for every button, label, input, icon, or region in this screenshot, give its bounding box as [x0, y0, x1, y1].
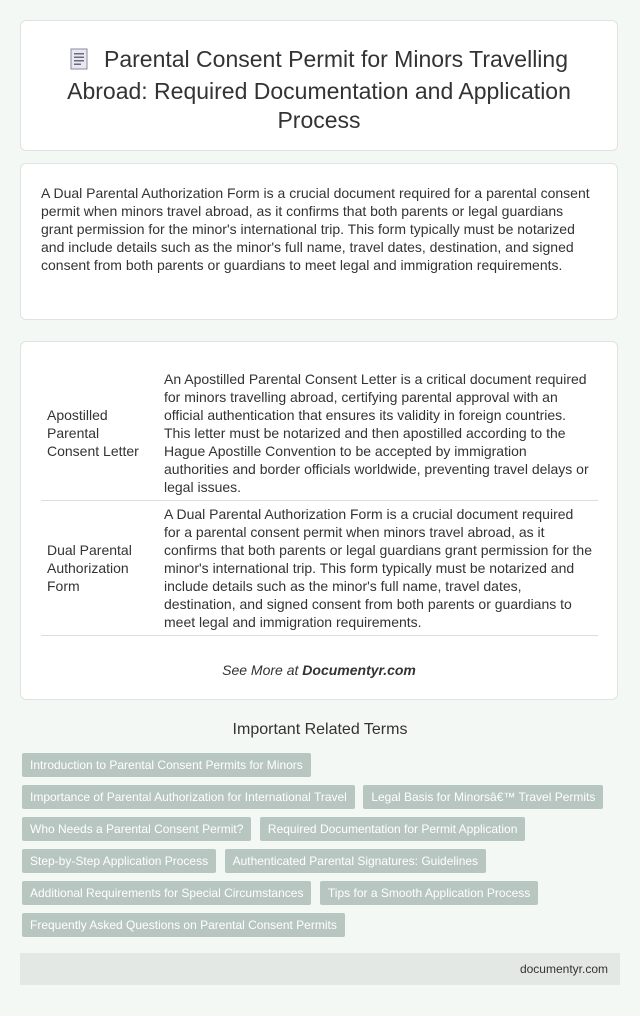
term-cell: Dual Parental Authorization Form — [41, 501, 158, 636]
title-card — [20, 20, 618, 151]
related-term-tag[interactable]: Introduction to Parental Consent Permits for Minors — [22, 753, 311, 777]
table-row — [41, 501, 598, 636]
description-cell: An Apostilled Parental Consent Letter is a critical document required for minors travelling abroad, certifying parental approval with an official authentication that ensures its validity in foreign countries. This letter must be notarized and then apostilled according to the Hague Apostille Convention to be accepted by immigration authorities and border officials worldwide, preventing travel delays or legal issues. — [158, 366, 598, 501]
definitions-card — [20, 341, 618, 700]
footer-site-link[interactable]: documentyr.com — [519, 962, 608, 976]
related-term-tag[interactable]: Required Documentation for Permit Application — [260, 817, 525, 841]
related-term-tag[interactable]: Who Needs a Parental Consent Permit? — [22, 817, 251, 841]
document-icon — [70, 48, 88, 77]
page-title — [51, 45, 587, 135]
related-term-tag[interactable]: Tips for a Smooth Application Process — [320, 881, 538, 905]
related-term-tag[interactable]: Authenticated Parental Signatures: Guidelines — [225, 849, 487, 873]
related-term-tag[interactable]: Importance of Parental Authorization for International Travel — [22, 785, 355, 809]
term-cell: Apostilled Parental Consent Letter — [41, 366, 158, 501]
intro-text: A Dual Parental Authorization Form is a crucial document required for a parental consent permit when minors travel abroad, as it confirms that both parents or legal guardians grant permission for the minor's international trip. This form typically must be notarized and include details such as the minor's full name, travel dates, destination, and signed consent from both parents or guardians to meet legal and immigration requirements. — [41, 185, 590, 273]
see-more-prefix: See More at — [222, 662, 299, 678]
related-terms-title: Important Related Terms — [232, 721, 408, 738]
related-term-tag[interactable]: Additional Requirements for Special Circumstances — [22, 881, 311, 905]
table-row — [41, 366, 598, 501]
see-more — [21, 662, 617, 678]
footer — [20, 953, 620, 985]
related-term-tag[interactable]: Legal Basis for Minorsâ€™ Travel Permits — [363, 785, 603, 809]
page-title-text: Parental Consent Permit for Minors Travelling Abroad: Required Documentation and Application Process — [67, 46, 571, 133]
related-terms-list — [22, 753, 622, 945]
related-term-tag[interactable]: Step-by-Step Application Process — [22, 849, 216, 873]
description-cell: A Dual Parental Authorization Form is a crucial document required for a parental consent permit when minors travel abroad, as it confirms that both parents or legal guardians grant permission for the minor's international trip. This form typically must be notarized and include details such as the minor's full name, travel dates, destination, and signed consent from both parents or guardians to meet legal and immigration requirements. — [158, 501, 598, 636]
definitions-table — [41, 366, 598, 636]
intro-card — [20, 163, 618, 320]
related-term-tag[interactable]: Frequently Asked Questions on Parental Consent Permits — [22, 913, 345, 937]
see-more-link[interactable]: Documentyr.com — [302, 662, 416, 678]
